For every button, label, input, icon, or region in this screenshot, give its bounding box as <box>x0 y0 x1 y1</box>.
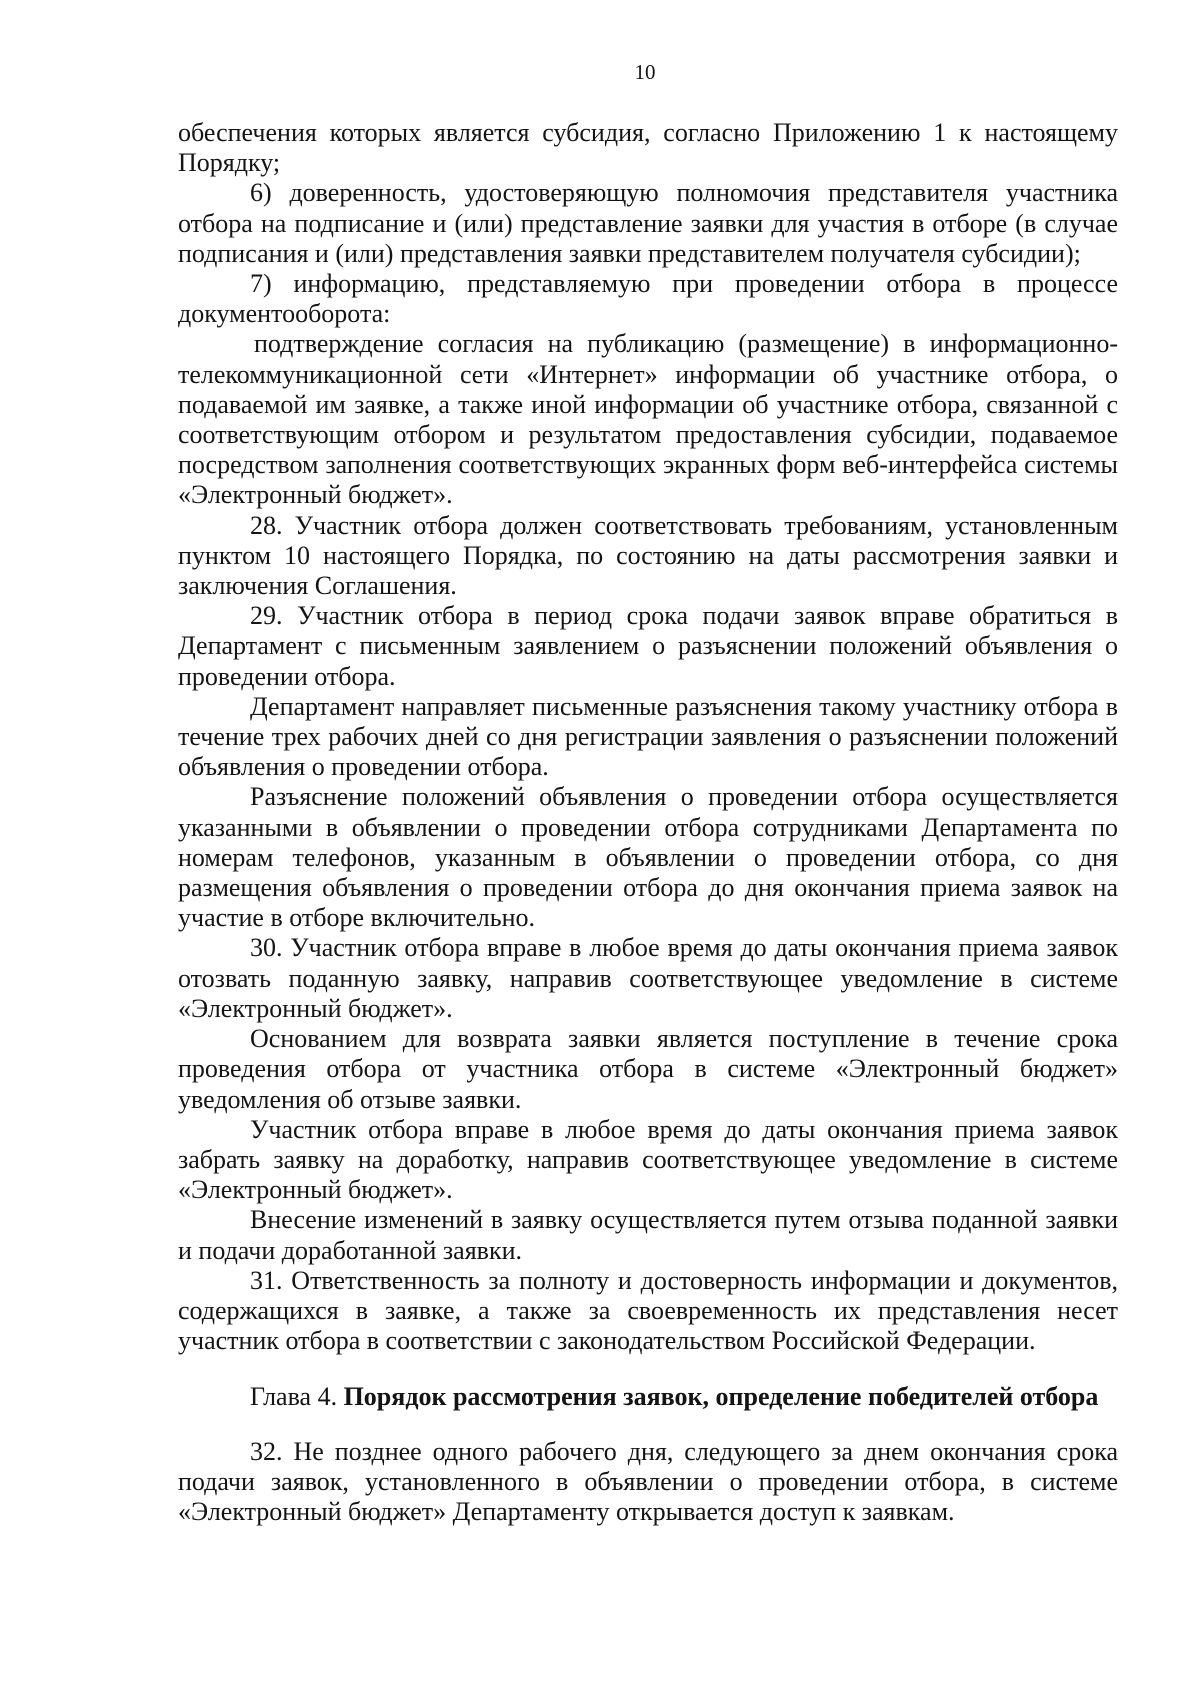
chapter-title: Порядок рассмотрения заявок, определение победителей отбора <box>343 1382 1099 1412</box>
paragraph-continuation: обеспечения которых является субсидия, согласно Приложению 1 к настоящему Порядку; <box>178 118 1118 178</box>
paragraph-return-basis: Основанием для возврата заявки является поступление в течение срока проведения отбора от участника отбора в системе «Электронный бюджет» уведомления об отзыве заявки. <box>178 1024 1118 1114</box>
paragraph-changes: Внесение изменений в заявку осуществляется путем отзыва поданной заявки и подачи доработанной заявки. <box>178 1205 1118 1265</box>
paragraph-consent: подтверждение согласия на публикацию (размещение) в информационно-телекоммуникационной сети «Интернет» информации об участнике отбора, о подаваемой им заявке, а также иной информации об участнике отбора, связанной с соответствующим отбором и результатом предоставления субсидии, подаваемое посредством заполнения соответствующих экранных форм веб-интерфейса системы «Электронный бюджет». <box>178 329 1118 510</box>
paragraph-department-response: Департамент направляет письменные разъяснения такому участнику отбора в течение трех рабочих дней со дня регистрации заявления о разъяснении положений объявления о проведении отбора. <box>178 691 1118 782</box>
paragraph-item-6: 6) доверенность, удостоверяющую полномочия представителя участника отбора на подписание и (или) представление заявки для участия в отборе (в случае подписания и (или) представления заявки представителем получателя субсидии); <box>178 178 1118 268</box>
page-number: 10 <box>634 60 656 84</box>
paragraph-revision: Участник отбора вправе в любое время до даты окончания приема заявок забрать заявку на доработку, направив соответствующее уведомление в системе «Электронный бюджет». <box>178 1114 1118 1205</box>
paragraph-32: 32. Не позднее одного рабочего дня, следующего за днем окончания срока подачи заявок, установленного в объявлении о проведении отбора, в системе «Электронный бюджет» Департаменту открывается доступ к заявкам. <box>178 1436 1118 1526</box>
document-body <box>178 118 1118 1527</box>
paragraph-31: 31. Ответственность за полноту и достоверность информации и документов, содержащихся в заявке, а также за своевременность их представления несет участник отбора в соответствии с законодательством Российской Федерации. <box>178 1265 1118 1356</box>
chapter-heading <box>178 1382 1118 1412</box>
paragraph-30: 30. Участник отбора вправе в любое время до даты окончания приема заявок отозвать поданную заявку, направив соответствующее уведомление в системе «Электронный бюджет». <box>178 933 1118 1023</box>
paragraph-29: 29. Участник отбора в период срока подачи заявок вправе обратиться в Департамент с письменным заявлением о разъяснении положений объявления о проведении отбора. <box>178 601 1118 691</box>
chapter-prefix: Глава 4. <box>250 1382 344 1412</box>
paragraph-clarification: Разъяснение положений объявления о проведении отбора осуществляется указанными в объявлении о проведении отбора сотрудниками Департамента по номерам телефонов, указанным в объявлении о проведении отбора, со дня размещения объявления о проведении отбора до дня окончания приема заявок на участие в отборе включительно. <box>178 782 1118 933</box>
paragraph-item-7: 7) информацию, представляемую при проведении отбора в процессе документооборота: <box>178 269 1118 329</box>
paragraph-28: 28. Участник отбора должен соответствовать требованиям, установленным пунктом 10 настоящего Порядка, по состоянию на даты рассмотрения заявки и заключения Соглашения. <box>178 510 1118 601</box>
